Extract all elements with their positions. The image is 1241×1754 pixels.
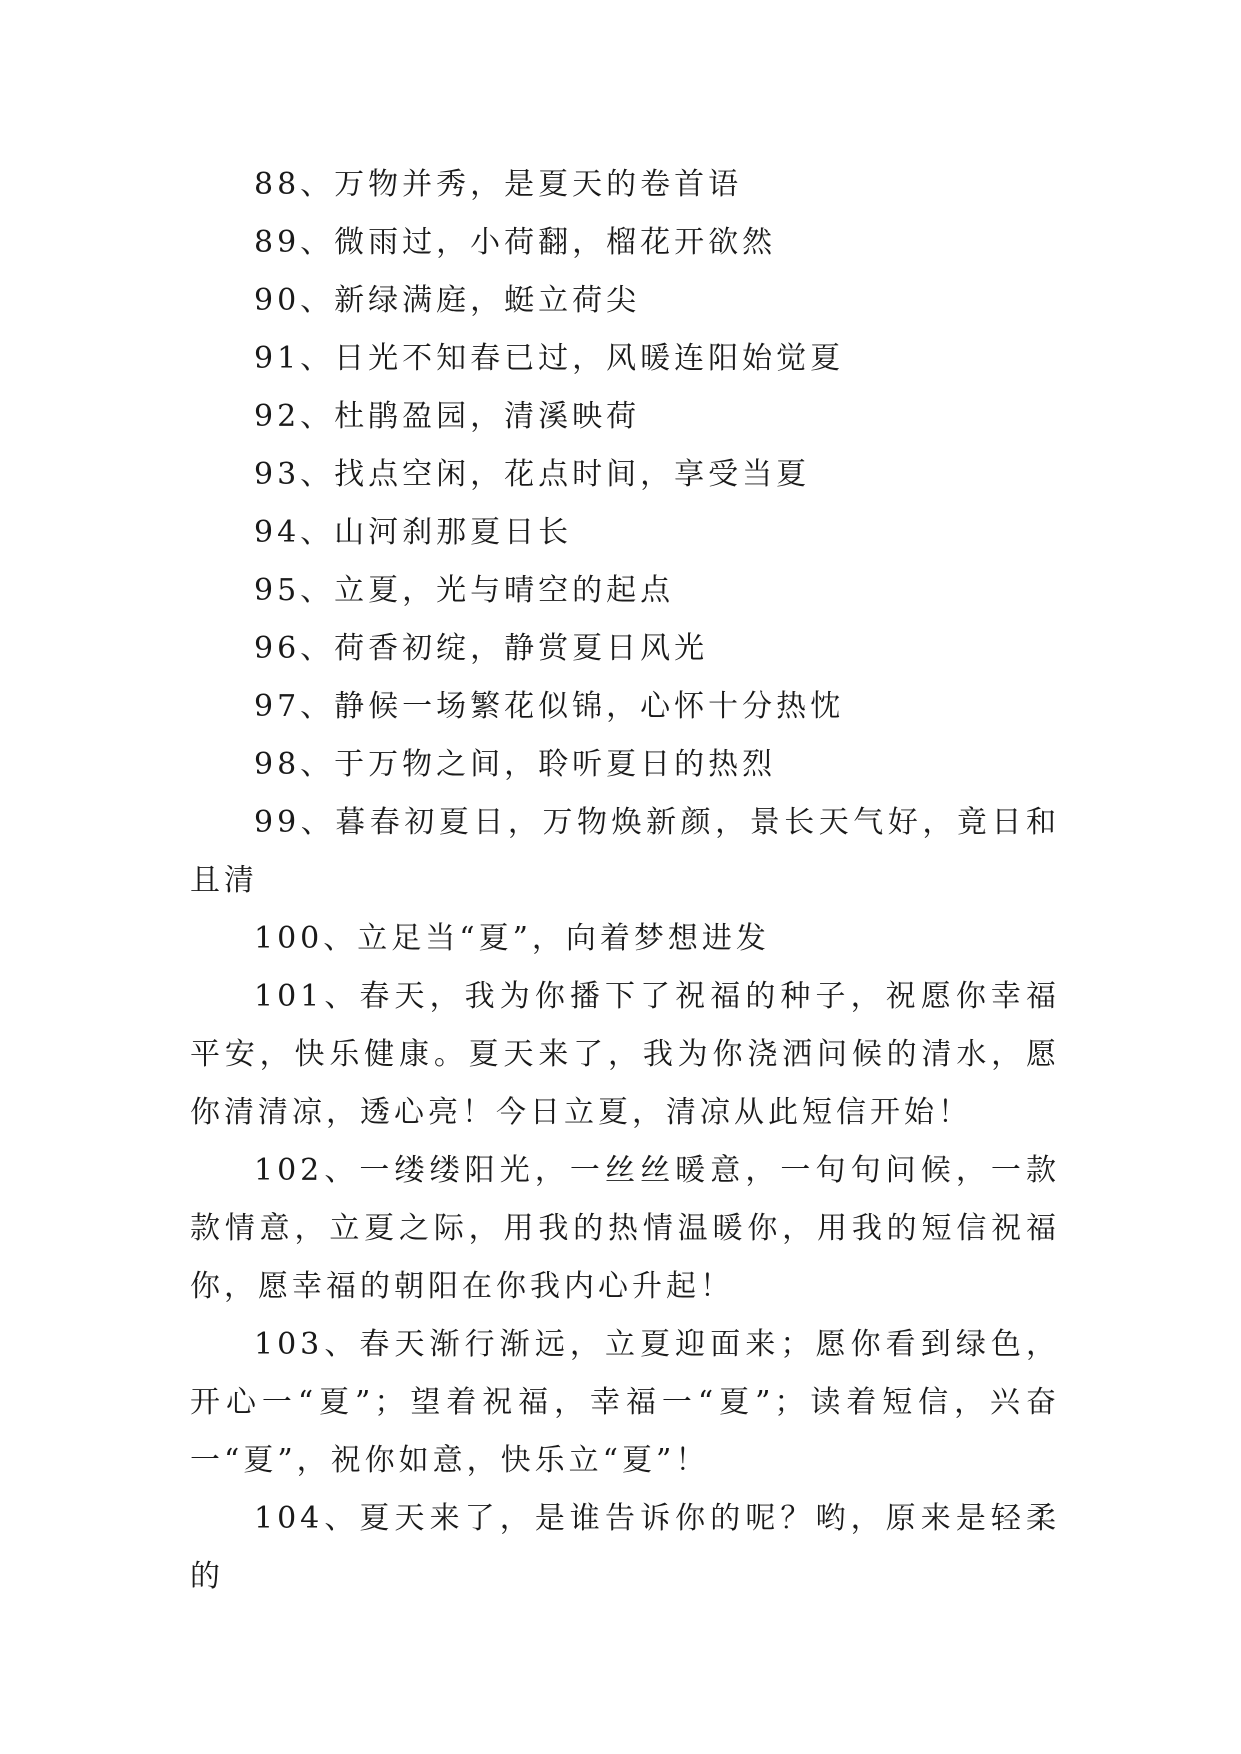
paragraph-88: 88、万物并秀，是夏天的卷首语	[254, 167, 743, 202]
paragraph-92: 92、杜鹃盈园，清溪映荷	[254, 399, 641, 434]
paragraph-98: 98、于万物之间，聆听夏日的热烈	[254, 747, 777, 782]
paragraph-95: 95、立夏，光与晴空的起点	[254, 573, 675, 608]
paragraph-90: 90、新绿满庭，蜓立荷尖	[254, 283, 641, 318]
paragraph-100: 100、立足当“夏”，向着梦想进发	[254, 921, 770, 956]
paragraph-94: 94、山河刹那夏日长	[254, 515, 573, 550]
paragraph-93: 93、找点空闲，花点时间，享受当夏	[254, 457, 811, 492]
paragraph-97: 97、静候一场繁花似锦，心怀十分热忱	[254, 689, 845, 724]
document-body	[190, 156, 1060, 1606]
paragraph-102: 102、一缕缕阳光，一丝丝暖意，一句句问候，一款款情意，立夏之际，用我的热情温暖你，用我的短信祝福你，愿幸福的朝阳在你我内心升起！	[190, 1153, 1060, 1304]
paragraph-101: 101、春天，我为你播下了祝福的种子，祝愿你幸福平安，快乐健康。夏天来了，我为你浇洒问候的清水，愿你清清凉，透心亮！今日立夏，清凉从此短信开始！	[190, 979, 1060, 1130]
paragraph-91: 91、日光不知春已过，风暖连阳始觉夏	[254, 341, 845, 376]
paragraph-99: 99、暮春初夏日，万物焕新颜，景长天气好，竟日和且清	[190, 805, 1060, 898]
paragraph-104: 104、夏天来了，是谁告诉你的呢？哟，原来是轻柔的	[190, 1501, 1060, 1594]
paragraph-89: 89、微雨过，小荷翻，榴花开欲然	[254, 225, 777, 260]
paragraph-103: 103、春天渐行渐远，立夏迎面来；愿你看到绿色，开心一“夏”；望着祝福，幸福一“夏”；读着短信，兴奋一“夏”，祝你如意，快乐立“夏”！	[190, 1327, 1060, 1478]
paragraph-96: 96、荷香初绽，静赏夏日风光	[254, 631, 709, 666]
